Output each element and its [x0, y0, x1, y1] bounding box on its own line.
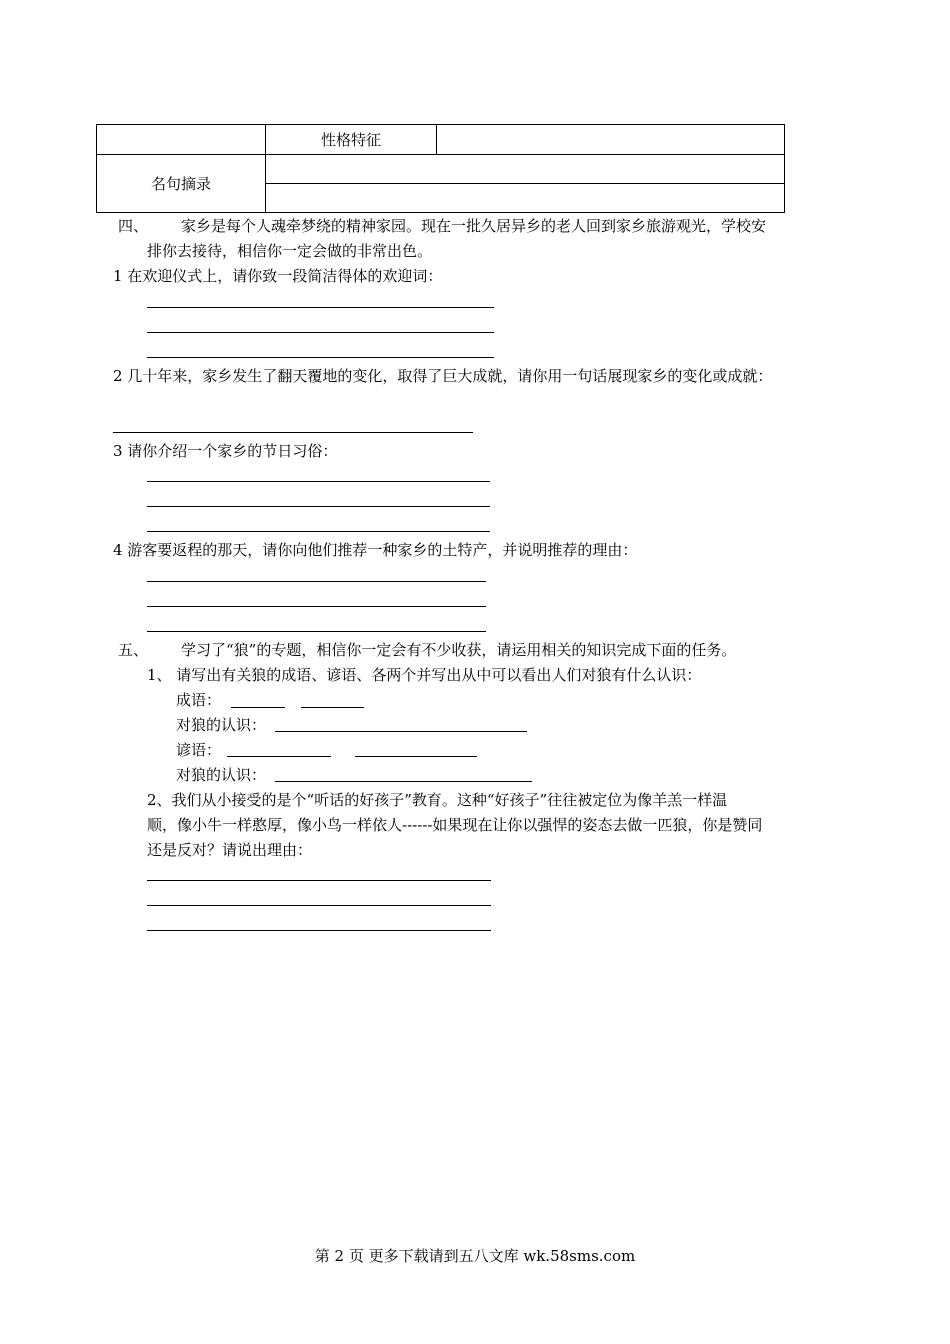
idiom-answer-line[interactable]: [301, 707, 364, 708]
section4-question-3: 3 请你介绍一个家乡的节日习俗：: [113, 442, 338, 460]
view-label-2: 对狼的认识：: [176, 766, 267, 784]
answer-line[interactable]: [113, 432, 473, 433]
table-empty-cell: [97, 125, 266, 155]
quote-value-cell-2: [266, 184, 785, 213]
section4-intro-line1: 家乡是每个人魂牵梦绕的精神家园。现在一批久居异乡的老人回到家乡旅游观光，学校安: [181, 217, 767, 235]
section4-intro-line2: 排你去接待，相信你一定会做的非常出色。: [147, 242, 433, 260]
answer-line[interactable]: [147, 307, 494, 308]
quote-label: 名句摘录: [97, 155, 266, 213]
answer-line[interactable]: [147, 880, 491, 881]
section5-question-2-line3: 还是反对？请说出理由：: [147, 841, 313, 859]
section5-question-2-line1: 2、我们从小接受的是个“听话的好孩子”教育。这种“好孩子”往往被定位为像羊羔一样温: [147, 791, 728, 809]
character-table: [96, 124, 785, 213]
section5-question-1: 1、 请写出有关狼的成语、谚语、各两个并写出从中可以看出人们对狼有什么认识：: [147, 666, 702, 684]
section4-question-4: 4 游客要返程的那天，请你向他们推荐一种家乡的土特产，并说明推荐的理由：: [113, 541, 638, 559]
idiom-label: 成语：: [176, 691, 222, 709]
trait-value-cell: [437, 125, 785, 155]
view-answer-line[interactable]: [275, 731, 527, 732]
answer-line[interactable]: [147, 581, 486, 582]
trait-label: 性格特征: [266, 125, 437, 155]
answer-line[interactable]: [147, 481, 490, 482]
answer-line[interactable]: [147, 357, 494, 358]
answer-line[interactable]: [147, 606, 486, 607]
view-label-1: 对狼的认识：: [176, 716, 267, 734]
section4-question-2: 2 几十年来，家乡发生了翻天覆地的变化，取得了巨大成就，请你用一句话展现家乡的变化或成就：: [113, 367, 773, 385]
proverb-answer-line[interactable]: [355, 756, 477, 757]
page-footer: 第 2 页 更多下载请到五八文库 wk.58sms.com: [314, 1247, 636, 1265]
section5-question-2-line2: 顺，像小牛一样憨厚，像小鸟一样依人------如果现在让你以强悍的姿态去做一匹狼，你是赞同: [147, 816, 763, 834]
proverb-label: 谚语：: [176, 741, 222, 759]
section5-number: 五、: [118, 641, 149, 659]
answer-line[interactable]: [147, 531, 490, 532]
answer-line[interactable]: [147, 506, 490, 507]
section4-question-1: 1 在欢迎仪式上，请你致一段简洁得体的欢迎词：: [113, 267, 443, 285]
section5-intro: 学习了“狼”的专题，相信你一定会有不少收获，请运用相关的知识完成下面的任务。: [181, 641, 737, 659]
quote-value-cell-1: [266, 155, 785, 184]
answer-line[interactable]: [147, 905, 491, 906]
section4-number: 四、: [118, 217, 149, 235]
proverb-answer-line[interactable]: [227, 756, 331, 757]
answer-line[interactable]: [147, 631, 486, 632]
idiom-answer-line[interactable]: [231, 707, 285, 708]
answer-line[interactable]: [147, 930, 491, 931]
view-answer-line[interactable]: [275, 781, 532, 782]
answer-line[interactable]: [147, 332, 494, 333]
